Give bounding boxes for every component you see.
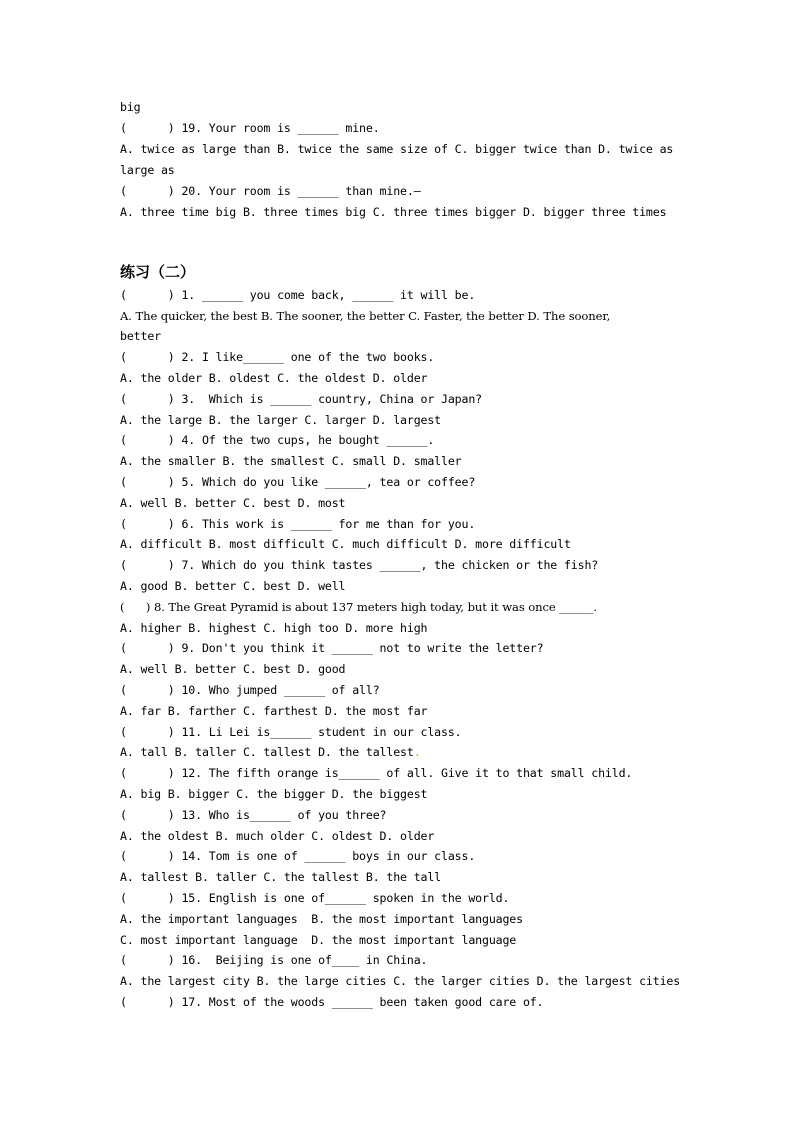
options-13: A. the oldest B. much older C. oldest D. older [120,829,435,843]
text-line: big [120,100,141,114]
question-16: ( ) 16. Beijing is one of____ in China. [120,953,428,967]
section-title: 练习（二） [120,263,196,281]
options-19-cont: large as [120,163,175,177]
question-3: ( ) 3. Which is ______ country, China or Japan? [120,392,482,406]
question-2: ( ) 2. I like______ one of the two books. [120,350,435,364]
options-6: A. difficult B. most difficult C. much difficult D. more difficult [120,537,571,551]
options-15-cd: C. most important language D. the most important language [120,933,517,947]
question-15: ( ) 15. English is one of______ spoken in the world. [120,891,510,905]
options-5: A. well B. better C. best D. most [120,496,346,510]
question-12: ( ) 12. The fifth orange is______ of all. Give it to that small child. [120,766,633,780]
question-5: ( ) 5. Which do you like ______, tea or coffee? [120,475,476,489]
options-14: A. tallest B. taller C. the tallest B. the tall [120,870,442,884]
question-7: ( ) 7. Which do you think tastes ______, the chicken or the fish? [120,558,599,572]
options-2: A. the older B. oldest C. the oldest D. older [120,371,428,385]
options-16: A. the largest city B. the large cities C. the larger cities D. the largest cities [120,974,681,988]
question-6: ( ) 6. This work is ______ for me than for you. [120,517,476,531]
question-10: ( ) 10. Who jumped ______ of all? [120,683,380,697]
options-10: A. far B. farther C. farthest D. the most far [120,704,428,718]
question-9: ( ) 9. Don't you think it ______ not to write the letter? [120,641,544,655]
dot-mark: . [413,745,421,759]
question-13: ( ) 13. Who is______ of you three? [120,808,387,822]
options-4: A. the smaller B. the smallest C. small D. smaller [120,454,462,468]
options-1: A. The quicker, the best B. The sooner, the better C. Faster, the better D. The sooner, [120,309,611,323]
question-11: ( ) 11. Li Lei is______ student in our class. [120,725,462,739]
options-3: A. the large B. the larger C. larger D. largest [120,413,442,427]
options-11 [120,744,421,760]
options-9: A. well B. better C. best D. good [120,662,346,676]
options-19: A. twice as large than B. twice the same size of C. bigger twice than D. twice as [120,142,674,156]
options-7: A. good B. better C. best D. well [120,579,346,593]
question-19: ( ) 19. Your room is ______ mine. [120,121,380,135]
question-20: ( ) 20. Your room is ______ than mine.— [120,184,421,198]
options-20: A. three time big B. three times big C. three times bigger D. bigger three times [120,205,667,219]
question-1: ( ) 1. ______ you come back, ______ it will be. [120,288,476,302]
options-12: A. big B. bigger C. the bigger D. the biggest [120,787,428,801]
options-11-text: A. tall B. taller C. tallest D. the tallest [120,745,414,759]
question-14: ( ) 14. Tom is one of ______ boys in our class. [120,849,476,863]
options-1-cont: better [120,329,161,343]
question-8: ( ) 8. The Great Pyramid is about 137 meters high today, but it was once ______. [120,600,598,614]
question-4: ( ) 4. Of the two cups, he bought ______. [120,433,435,447]
options-8: A. higher B. highest C. high too D. more high [120,621,428,635]
options-15-ab: A. the important languages B. the most important languages [120,912,523,926]
question-17: ( ) 17. Most of the woods ______ been taken good care of. [120,995,544,1009]
